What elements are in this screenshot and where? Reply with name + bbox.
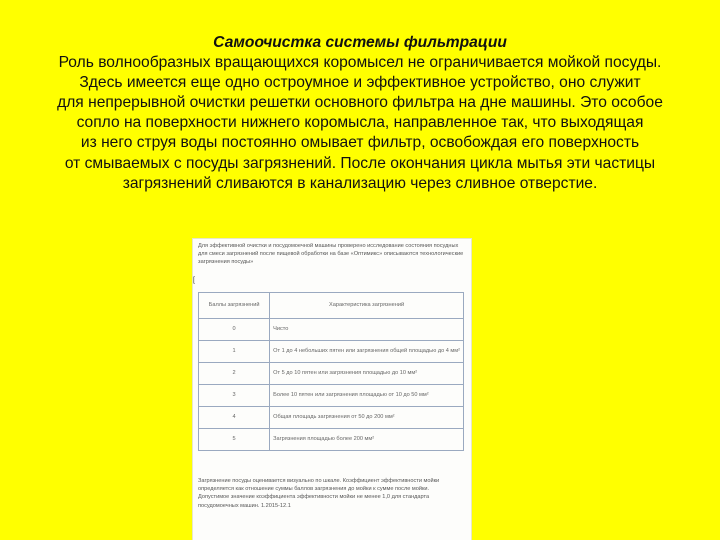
table-row <box>199 341 464 363</box>
table-cell: Общая площадь загрязнения от 50 до 200 мм² <box>270 407 464 429</box>
table-cell: 1 <box>199 341 270 363</box>
table-cell: Загрязнения площадью более 200 мм² <box>270 429 464 451</box>
table-cell: От 5 до 10 пятен или загрязнения площадью до 10 мм² <box>270 363 464 385</box>
slide-text <box>0 33 720 194</box>
table-cell: 3 <box>199 385 270 407</box>
table-cell: Более 10 пятен или загрязнения площадью от 10 до 50 мм² <box>270 385 464 407</box>
scan-intro-text <box>198 242 466 267</box>
scan-table <box>198 292 464 451</box>
table-cell: Чисто <box>270 319 464 341</box>
table-cell: От 1 до 4 небольших пятен или загрязнения общей площадью до 4 мм² <box>270 341 464 363</box>
table-cell: 2 <box>199 363 270 385</box>
paragraph-line: из него струя воды постоянно омывает фильтр, освобождая его поверхность <box>80 134 640 152</box>
paragraph-line: для непрерывной очистки решетки основного фильтра на дне машины. Это особое <box>57 94 663 112</box>
paragraph-line: сопло на поверхности нижнего коромысла, направленное так, что выходящая <box>76 114 644 132</box>
scan-bracket-mark: [ <box>193 277 195 284</box>
scan-footer-line: Допустимое значение коэффициента эффективности мойки не менее 1,0 для стандарта <box>198 494 430 501</box>
scan-footer-text <box>198 477 466 510</box>
scan-intro-line: Для эффективной очистки и посудомоечной машины проверено исследование состояния посудных <box>198 243 459 249</box>
table-row <box>199 407 464 429</box>
table-row <box>199 319 464 341</box>
scan-footer-line: Загрязнение посуды оценивается визуально по шкале. Коэффициент эффективности мойки <box>198 478 440 484</box>
slide-title: Самоочистка системы фильтрации <box>213 34 507 51</box>
table-header-row <box>199 293 464 319</box>
table-cell: 5 <box>199 429 270 451</box>
paragraph-line: Роль волнообразных вращающихся коромысел не ограничивается мойкой посуды. <box>58 54 662 72</box>
table-header-cell: Баллы загрязнений <box>199 293 270 319</box>
scan-intro-line: загрязнения посуды» <box>198 259 254 266</box>
scan-footer-line: посудомоечных машин. 1.2015-12.1 <box>198 502 291 509</box>
table-row <box>199 363 464 385</box>
table-header-cell: Характеристика загрязнений <box>270 293 464 319</box>
paragraph-line: от смываемых с посуды загрязнений. После окончания цикла мытья эти частицы <box>64 154 656 172</box>
table-row <box>199 429 464 451</box>
paragraph-line: загрязнений сливаются в канализацию через сливное отверстие. <box>122 174 598 192</box>
table-row <box>199 385 464 407</box>
scan-footer-line: определяется как отношение суммы баллов загрязнения до мойки к сумме после мойки. <box>198 486 430 493</box>
scan-intro-line: для смеси загрязнений после пищевой обработки на базе «Оптимикс» описываются технологические <box>198 251 464 258</box>
scanned-document-image <box>193 239 471 540</box>
table-cell: 0 <box>199 319 270 341</box>
table-cell: 4 <box>199 407 270 429</box>
paragraph-line: Здесь имеется еще одно остроумное и эффективное устройство, оно служит <box>79 74 641 92</box>
